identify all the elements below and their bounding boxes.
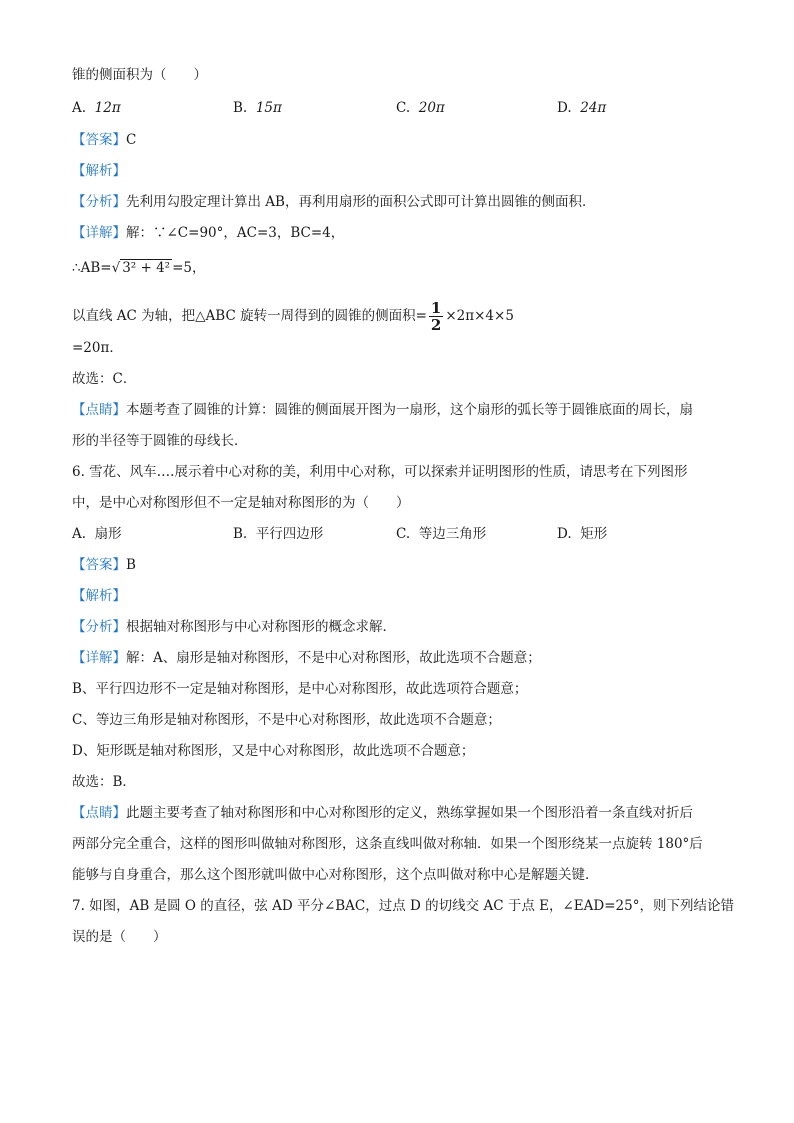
q5-analysis-title: 【解析】: [72, 163, 126, 179]
q6-answer: 【答案】B: [72, 557, 136, 573]
answer-tag: 【答案】: [72, 132, 126, 148]
q6-stem-line2: 中，是中心对称图形但不一定是轴对称图形的为（ ）: [72, 495, 410, 511]
q5-option-d: D. 24π: [557, 100, 607, 116]
q5-detail: 【详解】解：∵∠C=90°，AC=3，BC=4，: [72, 225, 345, 241]
q6-stem-line1: 6. 雪花、风车….展示着中心对称的美，利用中心对称，可以探索并证明图形的性质，请思考在下列图形: [72, 464, 688, 480]
q5-option-b: B. 15π: [233, 100, 282, 116]
q5-choose: 故选：C．: [72, 371, 137, 387]
q7-stem-line2: 误的是（ ）: [72, 929, 167, 945]
q5-fenxi: 【分析】先利用勾股定理计算出 AB，再利用扇形的面积公式即可计算出圆锥的侧面积．: [72, 194, 596, 210]
q6-fenxi: 【分析】根据轴对称图形与中心对称图形的概念求解．: [72, 619, 396, 635]
q6-detail-c: C、等边三角形是轴对称图形，不是中心对称图形，故此选项不合题意；: [72, 712, 501, 728]
q5-ab-formula: ∴AB=√ 3² + 4² =5，: [72, 260, 206, 276]
q6-comment-line2: 两部分完全重合，这样的图形叫做轴对称图形，这条直线叫做对称轴．如果一个图形绕某一点旋转 180°后: [72, 836, 703, 852]
q6-comment-line1: 【点睛】此题主要考查了轴对称图形和中心对称图形的定义，熟练掌握如果一个图形沿着一条直线对折后: [72, 805, 693, 821]
q6-option-a: A. 扇形: [72, 526, 122, 542]
q6-comment-line3: 能够与自身重合，那么这个图形就叫做中心对称图形，这个点叫做对称中心是解题关键．: [72, 867, 599, 883]
q6-choose: 故选：B．: [72, 774, 136, 790]
fraction-one-half: $\frac{1}{2}$: [430, 299, 442, 334]
q6-option-c: C. 等边三角形: [396, 526, 487, 542]
q5-option-a: A. 12π: [72, 100, 121, 116]
q5-comment-line2: 形的半径等于圆锥的母线长．: [72, 433, 248, 449]
q6-option-d: D. 矩形: [557, 526, 608, 542]
q5-comment-line1: 【点睛】本题考查了圆锥的计算：圆锥的侧面展开图为一扇形，这个扇形的弧长等于圆锥底面的周长，扇: [72, 402, 693, 418]
q6-detail-a: 【详解】解：A、扇形是轴对称图形，不是中心对称图形，故此选项不合题意；: [72, 650, 541, 666]
q5-stem-tail: 锥的侧面积为（ ）: [72, 67, 207, 83]
q7-stem-line1: 7. 如图，AB 是圆 O 的直径，弦 AD 平分∠BAC，过点 D 的切线交 AC 于点 E，∠EAD=25°，则下列结论错: [72, 898, 734, 914]
q6-detail-d: D、矩形既是轴对称图形，又是中心对称图形，故此选项不合题意；: [72, 743, 475, 759]
q6-detail-b: B、平行四边形不一定是轴对称图形，是中心对称图形，故此选项符合题意；: [72, 681, 528, 697]
q5-answer: 【答案】C: [72, 132, 137, 148]
q5-option-c: C. 20π: [396, 100, 445, 116]
q6-option-b: B. 平行四边形: [233, 526, 324, 542]
q5-area-formula: 以直线 AC 为轴，把△ABC 旋转一周得到的圆锥的侧面积= $\frac{1}{2}$ ×2π×4×5: [72, 299, 514, 334]
sqrt-expression: √ 3² + 4²: [111, 260, 171, 276]
q5-result: =20π．: [72, 340, 123, 356]
q6-analysis-title: 【解析】: [72, 588, 126, 604]
